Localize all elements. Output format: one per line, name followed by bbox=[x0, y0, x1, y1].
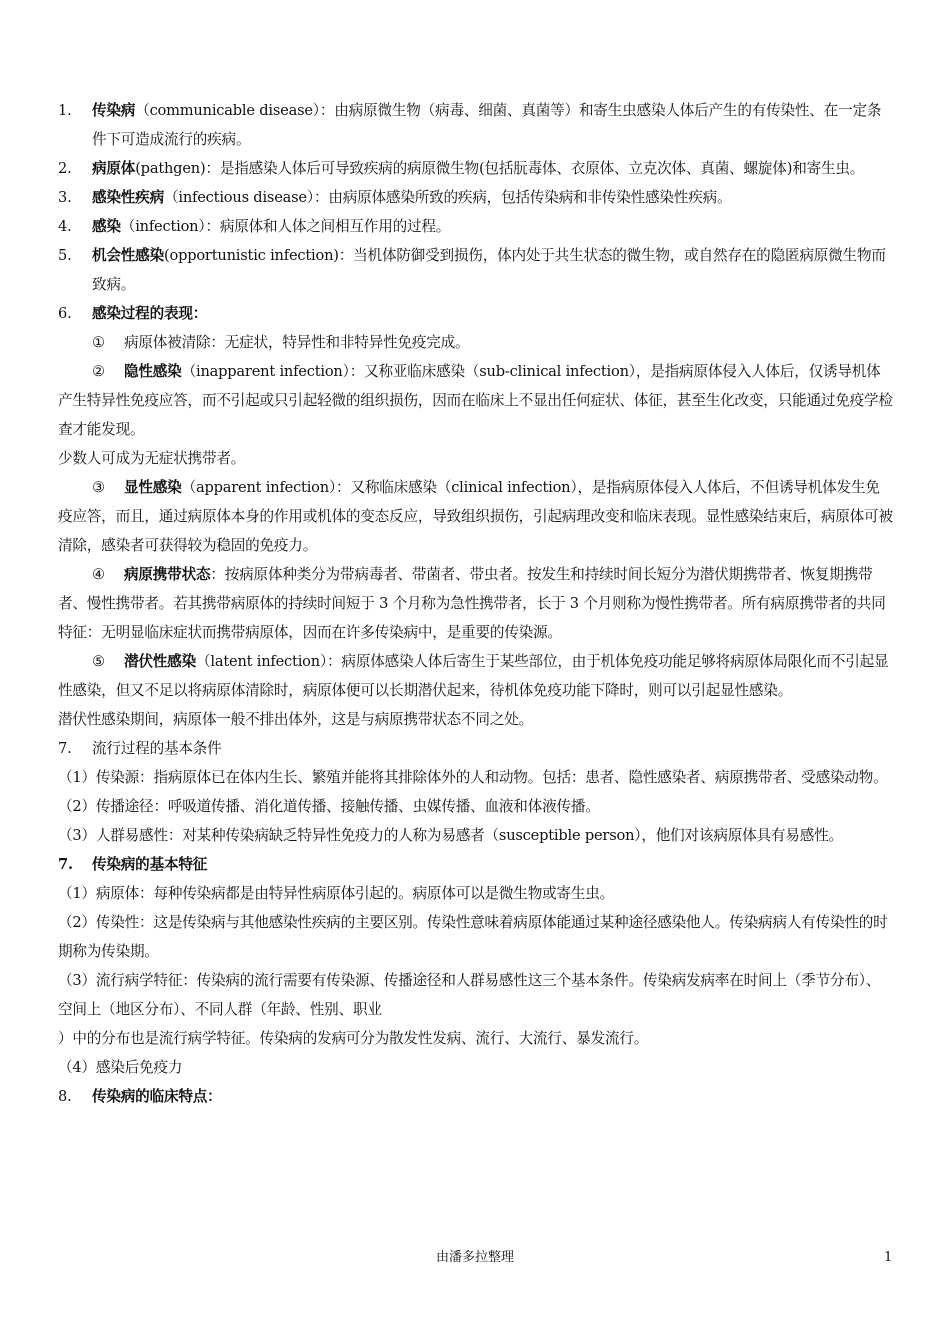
heading-text: 传染病的基本特征 bbox=[92, 856, 208, 873]
term: 显性感染 bbox=[124, 479, 182, 496]
section-7b-line: （4）感染后免疫力 bbox=[58, 1059, 183, 1076]
manifest-note: 潜伏性感染期间，病原体一般不排出体外，这是与病原携带状态不同之处。 bbox=[58, 711, 533, 728]
section-7a-heading bbox=[58, 734, 894, 763]
term: 感染性疾病 bbox=[92, 189, 164, 206]
definition-text: (pathgen)：是指感染人体后可导致疾病的病原微生物(包括朊毒体、衣原体、立克次体、真菌、螺旋体)和寄生虫。 bbox=[135, 160, 865, 177]
section-7b-line: （1）病原体：每种传染病都是由特异性病原体引起的。病原体可以是微生物或寄生虫。 bbox=[58, 885, 615, 902]
manifest-1 bbox=[58, 328, 894, 357]
section-7b-line: （3）流行病学特征：传染病的流行需要有传染源、传播途径和人群易感性这三个基本条件。传染病发病率在时间上（季节分布）、空间上（地区分布）、不同人群（年龄、性别、职业 bbox=[58, 972, 881, 1018]
manifest-2 bbox=[58, 357, 894, 444]
item-number: 2. bbox=[58, 160, 72, 177]
definition-3 bbox=[58, 183, 894, 212]
circled-number: ⑤ bbox=[92, 653, 105, 670]
section-7b-heading bbox=[58, 850, 894, 879]
term: 病原体 bbox=[92, 160, 136, 177]
section-7b-line: ）中的分布也是流行病学特征。传染病的发病可分为散发性发病、流行、大流行、暴发流行。 bbox=[58, 1030, 649, 1047]
item-number: 7. bbox=[58, 740, 72, 757]
item-number: 6. bbox=[58, 305, 72, 322]
manifest-text: ：按病原体种类分为带病毒者、带菌者、带虫者。按发生和持续时间长短分为潜伏期携带者、恢复期携带者、慢性携带者。若其携带病原体的持续时间短于 3 个月称为急性携带者，长于 3 个月则称为慢性携带者。所有病原携带者的共同特征：无明显临床症状而携带病原体，因而在许多传染病中，是重要的传染源。 bbox=[58, 566, 886, 641]
term: 病原携带状态 bbox=[124, 566, 211, 583]
section-6-heading bbox=[58, 299, 894, 328]
manifest-4 bbox=[58, 560, 894, 647]
section-8-heading bbox=[58, 1082, 894, 1111]
term: 机会性感染 bbox=[92, 247, 164, 264]
heading-text: 感染过程的表现： bbox=[92, 305, 208, 322]
definition-2 bbox=[58, 154, 894, 183]
document-body bbox=[58, 96, 894, 1111]
section-7b-line: （2）传染性：这是传染病与其他感染性疾病的主要区别。传染性意味着病原体能通过某种途径感染他人。传染病病人有传染性的时期称为传染期。 bbox=[58, 914, 888, 960]
item-number: 3. bbox=[58, 189, 72, 206]
term: 隐性感染 bbox=[124, 363, 182, 380]
circled-number: ② bbox=[92, 363, 105, 380]
manifest-text: （latent infection）：病原体感染人体后寄生于某些部位，由于机体免疫功能足够将病原体局限化而不引起显性感染，但又不足以将病原体清除时，病原体便可以长期潜伏起来，待机体免疫功能下降时，则可以引起显性感染。 bbox=[58, 653, 889, 699]
term: 潜伏性感染 bbox=[124, 653, 196, 670]
definition-4 bbox=[58, 212, 894, 241]
item-number: 1. bbox=[58, 102, 72, 119]
definition-5 bbox=[58, 241, 894, 299]
manifest-3 bbox=[58, 473, 894, 560]
circled-number: ③ bbox=[92, 479, 105, 496]
definition-text: (opportunistic infection)：当机体防御受到损伤，体内处于共生状态的微生物，或自然存在的隐匿病原微生物而致病。 bbox=[92, 247, 886, 293]
section-7a-line: （2）传播途径：呼吸道传播、消化道传播、接触传播、虫媒传播、血液和体液传播。 bbox=[58, 798, 600, 815]
item-number: 7. bbox=[58, 856, 73, 873]
item-number: 8. bbox=[58, 1088, 72, 1105]
item-number: 5. bbox=[58, 247, 72, 264]
circled-number: ④ bbox=[92, 566, 105, 583]
heading-text: 传染病的临床特点： bbox=[92, 1088, 222, 1105]
circled-number: ① bbox=[92, 334, 105, 351]
footer-credit: 由潘多拉整理 bbox=[435, 1250, 514, 1265]
manifest-note: 少数人可成为无症状携带者。 bbox=[58, 450, 246, 467]
term: 感染 bbox=[92, 218, 121, 235]
definition-text: （infection）：病原体和人体之间相互作用的过程。 bbox=[120, 218, 451, 235]
manifest-text: （inapparent infection）：又称亚临床感染（sub-clinical infection），是指病原体侵入人体后，仅诱导机体产生特异性免疫应答，而不引起或只引起轻微的组织损伤，因而在临床上不显出任何症状、体征，甚至生化改变，只能通过免疫学检查才能发现。 bbox=[58, 363, 893, 438]
definition-text: （infectious disease）：由病原体感染所致的疾病，包括传染病和非传染性感染性疾病。 bbox=[163, 189, 732, 206]
section-7a-line: （1）传染源：指病原体已在体内生长、繁殖并能将其排除体外的人和动物。包括：患者、隐性感染者、病原携带者、受感染动物。 bbox=[58, 769, 888, 786]
definition-text: （communicable disease）：由病原微生物（病毒、细菌、真菌等）和寄生虫感染人体后产生的有传染性、在一定条件下可造成流行的疾病。 bbox=[92, 102, 882, 148]
section-7a-line: （3）人群易感性：对某种传染病缺乏特异性免疫力的人称为易感者（susceptible person），他们对该病原体具有易感性。 bbox=[58, 827, 843, 844]
heading-text: 流行过程的基本条件 bbox=[92, 740, 222, 757]
page-number: 1 bbox=[884, 1250, 893, 1265]
item-number: 4. bbox=[58, 218, 72, 235]
manifest-5 bbox=[58, 647, 894, 705]
manifest-text: 病原体被清除：无症状，特异性和非特异性免疫完成。 bbox=[124, 334, 470, 351]
term: 传染病 bbox=[92, 102, 136, 119]
definition-1 bbox=[58, 96, 894, 154]
manifest-text: （apparent infection）：又称临床感染（clinical infection），是指病原体侵入人体后，不但诱导机体发生免疫应答，而且，通过病原体本身的作用或机体的变态反应，导致组织损伤，引起病理改变和临床表现。显性感染结束后，病原体可被清除，感染者可获得较为稳固的免疫力。 bbox=[58, 479, 893, 554]
